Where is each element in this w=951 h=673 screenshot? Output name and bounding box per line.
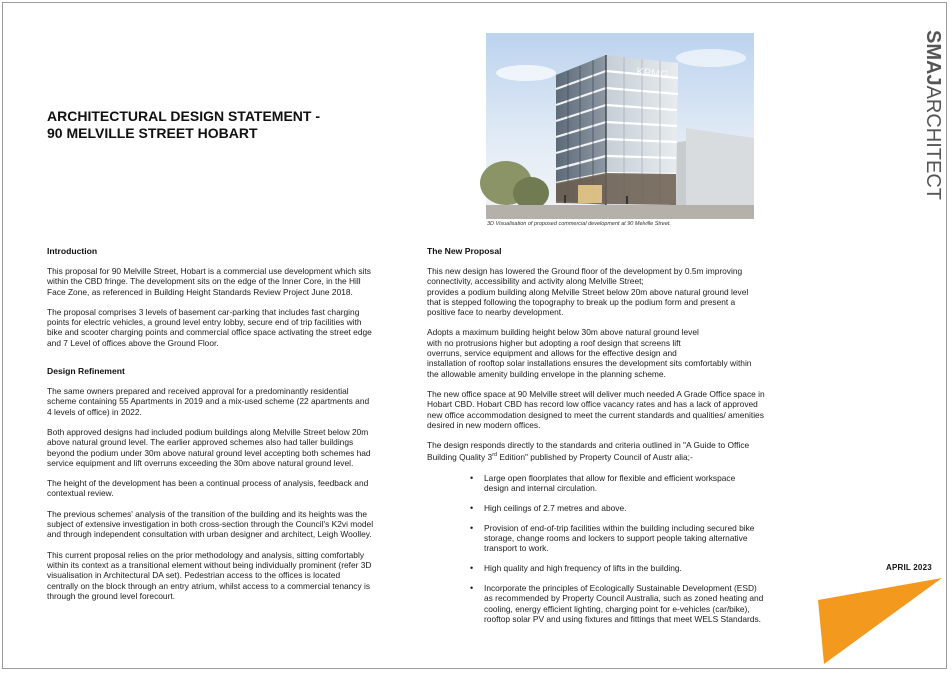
building-visualisation: [486, 33, 754, 219]
brand-bold-text: SMAJ: [922, 30, 944, 86]
left-column: [47, 246, 409, 611]
brand-light-text: ARCHITECT: [922, 85, 944, 201]
list-item: • Large open floorplates that allow for flexible and efficient workspace design and internal circulation.: [427, 473, 789, 494]
introduction-paragraph: This proposal for 90 Melville Street, Hobart is a commercial use development which sits within the CBD fringe. The development sits on the edge of the Inner Core, in the Hill Face Zone, as referenced in Building Height Standards Review Project June 2018.: [47, 266, 371, 297]
guide-intro-text-end: Edition" published by Property Council of Austr alia;-: [497, 452, 693, 463]
right-column: [427, 246, 789, 634]
new-proposal-heading: The New Proposal: [427, 246, 502, 256]
document-title: ARCHITECTURAL DESIGN STATEMENT - 90 MELVILLE STREET HOBART: [47, 108, 320, 141]
introduction-heading: Introduction: [47, 246, 98, 256]
list-item: • Incorporate the principles of Ecologically Sustainable Development (ESD) as recommended by Property Council Australia, such as zoned heating and cooling, energy efficient lighting, charging point for e-vehicles (car/bike), rooftop solar PV and using fixtures and fittings that meet WELS Standards.: [427, 583, 789, 624]
svg-text:SMAJARCHITECT: [922, 30, 944, 200]
orange-corner-graphic: [818, 578, 942, 664]
building-sign: KPMG: [635, 66, 670, 82]
design-refinement-heading: Design Refinement: [47, 366, 125, 377]
architect-logo: [906, 30, 944, 201]
introduction-paragraph: The proposal comprises 3 levels of basement car-parking that includes fast charging points for electric vehicles, a ground level entry lobby, secure end of trip facilities with bike and scooter charging points and commercial office space activating the street edge and 7 Level of offices above the Ground Floor.: [47, 306, 372, 348]
guide-intro-text: The design responds directly to the standards and criteria outlined in "A Guide to Office Building Quality 3: [427, 440, 750, 463]
list-item: • High quality and high frequency of lifts in the building.: [427, 563, 789, 573]
design-refinement-paragraph: This current proposal relies on the prior methodology and analysis, sitting comfortably within its context as a transitional element without being individually prominent (refer 3D visualisation in Architectural DA set). Pedestrian access to the offices is located centrally on the block through an entry atrium, whilst access to a commercial tenancy is through the ground level forecourt.: [47, 549, 372, 601]
document-date: APRIL 2023: [886, 563, 932, 572]
image-caption: 3D Visualisation of proposed commercial development at 90 Melville Street.: [487, 221, 671, 227]
criteria-list: [427, 473, 789, 625]
new-proposal-paragraph: This new design has lowered the Ground floor of the development by 0.5m improving connectivity, accessibility and activity along Melville Street; provides a podium building along Melville Street below 20m above natural ground level that is stepped following the topography to break up the podium form and present a positive face to nearby development.: [427, 266, 749, 318]
list-item: • High ceilings of 2.7 metres and above.: [427, 503, 789, 513]
new-proposal-paragraph: Adopts a maximum building height below 30m above natural ground level with no protrusions higher but adopting a roof design that screens lift overruns, service equipment and allows for the effective design and installation of rooftop solar installations ensures the development sits comfortably within the allowable amenity building envelope in the planning scheme.: [427, 327, 752, 379]
design-refinement-paragraph: The height of the development has been a continual process of analysis, feedback and contextual review.: [47, 478, 369, 499]
design-refinement-paragraph: The previous schemes' analysis of the transition of the building and its heights was the subject of extensive investigation in both cross-section through the Council's K2vi model and through independent consultation with urban designer and architect, Leigh Woolley.: [47, 508, 374, 540]
design-refinement-paragraph: Both approved designs had included podium buildings along Melville Street below 20m above natural ground level. The earlier approved schemes also had taller buildings beyond the podium under 30m above natural ground level accepting both schemes had service equipment and lift overruns exceeding the 30m above natural ground level.: [47, 426, 371, 468]
list-item: • Provision of end-of-trip facilities within the building including secured bike storage, change rooms and lockers to support people taking alternative transport to work.: [427, 523, 789, 554]
guide-intro-superscript: rd: [492, 452, 498, 459]
guide-intro-paragraph: [427, 440, 789, 462]
new-proposal-paragraph: The new office space at 90 Melville street will deliver much needed A Grade Office space in Hobart CBD. Hobart CBD has record low office vacancy rates and has a lack of approved new office accommodation designed to meet the current standards and qualities/ amenities desired in new modern offices.: [427, 388, 765, 430]
design-refinement-paragraph: The same owners prepared and received approval for a predominantly residential scheme containing 55 Apartments in 2019 and a mix-used scheme (22 apartments and 4 levels of office) in 2022.: [47, 386, 370, 417]
